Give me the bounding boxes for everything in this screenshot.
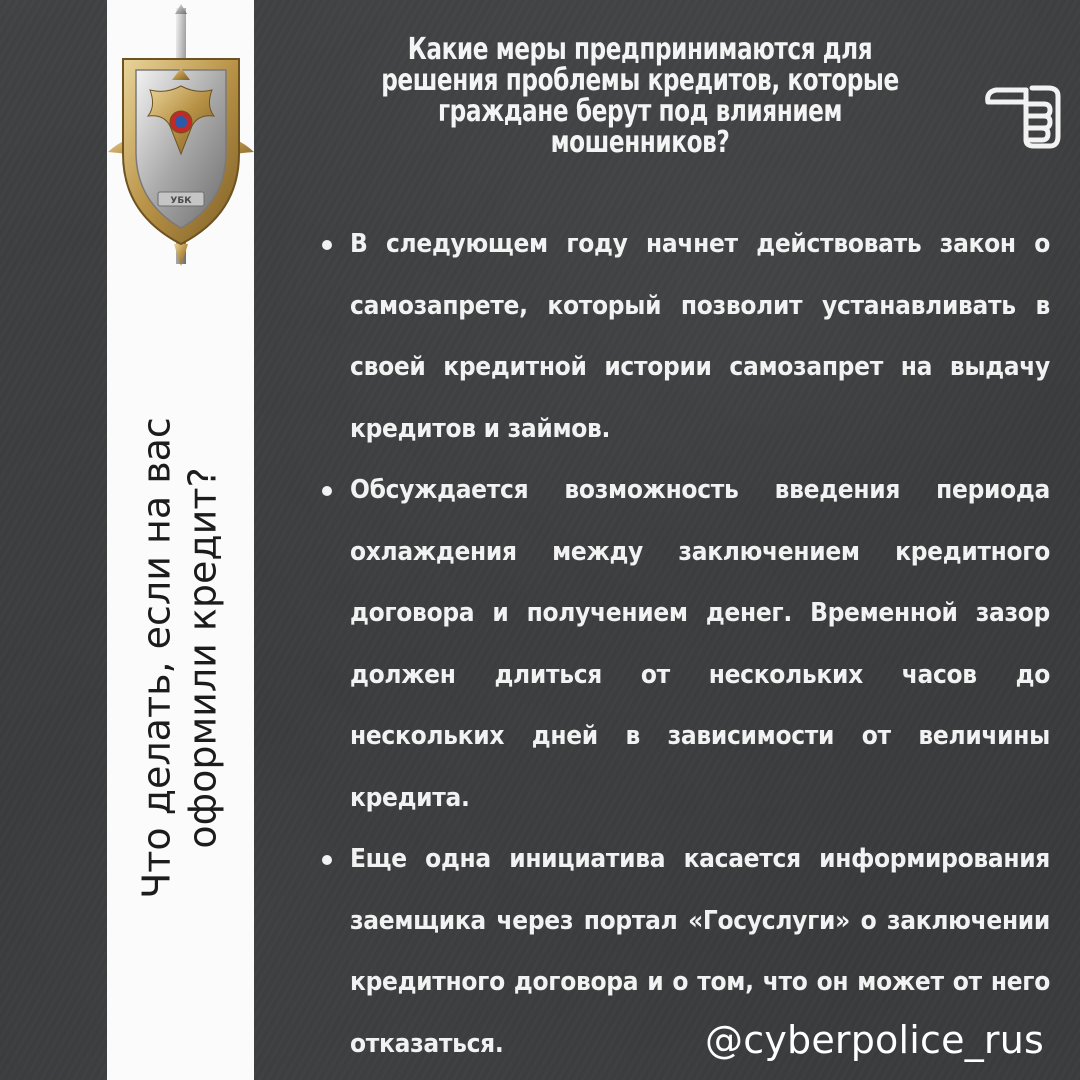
bullet-dot-icon — [322, 855, 332, 865]
headline: Какие меры предпринимаются для решения проблемы кредитов, которые граждане берут под влиянием мошенников? — [381, 32, 899, 160]
list-item — [320, 214, 1050, 460]
list-item-text: Еще одна инициатива касается информирования заемщика через портал «Госуслуги» о заключении кредитного договора и о том, что он может от него отказаться. — [350, 844, 1050, 1059]
list-item-text: В следующем году начнет действовать закон о самозапрете, который позволит устанавливать в своей кредитной истории самозапрет на выдачу кредитов и займов. — [350, 229, 1050, 444]
side-title: Что делать, если на вас оформили кредит? — [134, 417, 225, 899]
bullet-dot-icon — [322, 486, 332, 496]
list-item — [320, 460, 1050, 829]
pointing-hand-icon — [982, 72, 1062, 150]
emblem-ribbon-label: УБК — [170, 196, 192, 206]
measures-list — [320, 214, 1050, 1075]
bullet-dot-icon — [322, 240, 332, 250]
police-emblem-icon — [78, 4, 284, 266]
social-handle: @cyberpolice_rus — [705, 1018, 1044, 1062]
list-item-text: Обсуждается возможность введения периода охлаждения между заключением кредитного договора и получением денег. Временной зазор должен длиться от нескольких часов до нескольких дней в зависимости от величины кредита. — [350, 475, 1050, 813]
